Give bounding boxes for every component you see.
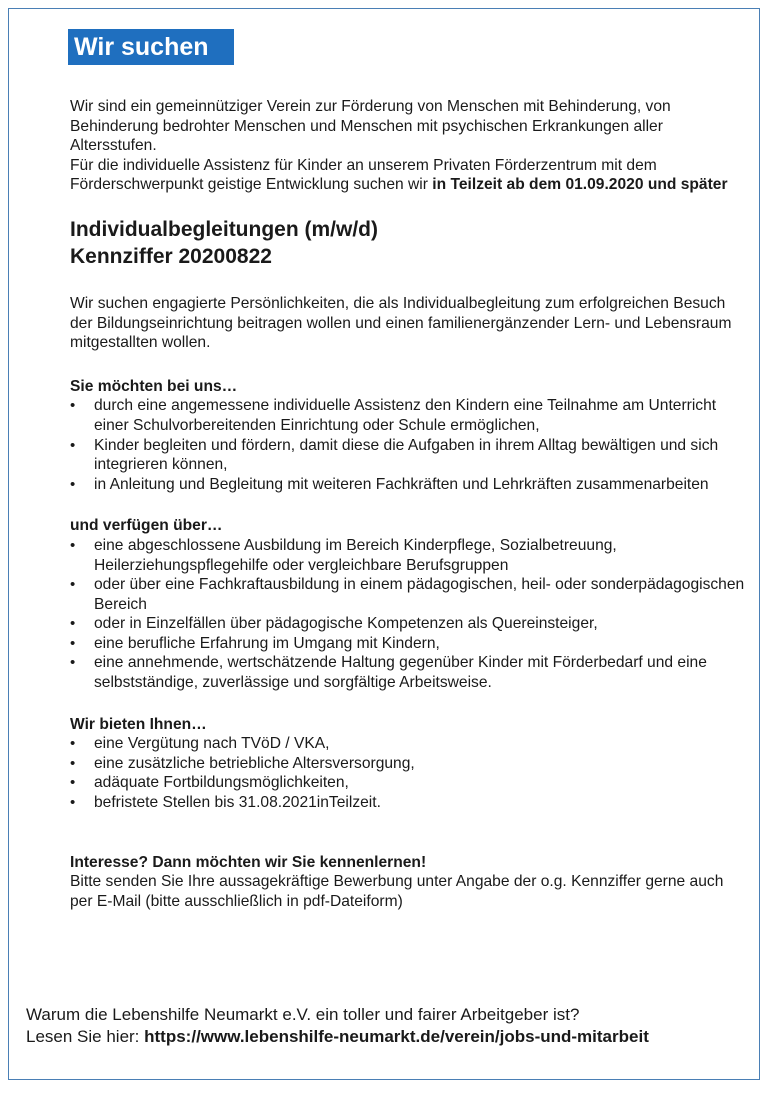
job-posting-body [70, 97, 750, 911]
list-item: • eine berufliche Erfahrung im Umgang mit Kindern, [70, 634, 750, 654]
offer-list [70, 734, 750, 812]
tasks-heading: Sie möchten bei uns… [70, 377, 238, 395]
intro-search-prefix: Für die individuelle Assistenz für Kinder an unserem Privaten Förderzentrum mit dem Förderschwerpunkt geistige Entwicklung suchen wir [70, 156, 657, 194]
tasks-list [70, 396, 750, 494]
list-item: • in Anleitung und Begleitung mit weiteren Fachkräften und Lehrkräften zusammenarbeiten [70, 475, 750, 495]
intro-search-bold: in Teilzeit ab dem 01.09.2020 und später [432, 176, 728, 194]
footer-link-line [26, 1026, 746, 1048]
footer-read-prefix: Lesen Sie hier: [26, 1027, 145, 1046]
job-title: Individualbegleitungen (m/w/d) [70, 217, 378, 241]
list-item: • eine zusätzliche betriebliche Altersversorgung, [70, 754, 750, 774]
contact-text: Bitte senden Sie Ihre aussagekräftige Bewerbung unter Angabe der o.g. Kennziffer gerne auch per E-Mail (bitte ausschließlich in pdf-Dateiform) [70, 873, 724, 910]
list-item: • eine Vergütung nach TVöD / VKA, [70, 734, 750, 754]
list-item: • eine abgeschlossene Ausbildung im Bereich Kinderpflege, Sozialbetreuung, Heilerziehungspflegehilfe oder vergleichbare Berufsgruppen [70, 536, 750, 575]
job-description: Wir suchen engagierte Persönlichkeiten, die als Individualbegleitung zum erfolgreichen Besuch der Bildungseinrichtung beitragen wollen und einen familienergänzender Lern- und Lebensraum mitgestallten wollen. [70, 294, 732, 352]
contact-heading: Interesse? Dann möchten wir Sie kennenlernen! [70, 853, 427, 871]
careers-link[interactable]: https://www.lebenshilfe-neumarkt.de/verein/jobs-und-mitarbeit [144, 1027, 649, 1046]
intro-search-text [70, 156, 750, 195]
footer [26, 1004, 746, 1048]
list-item: • adäquate Fortbildungsmöglichkeiten, [70, 773, 750, 793]
requirements-heading: und verfügen über… [70, 517, 223, 535]
list-item: • durch eine angemessene individuelle Assistenz den Kindern eine Teilnahme am Unterricht einer Schulvorbereitenden Einrichtung oder Schule ermöglichen, [70, 396, 750, 435]
section-badge: Wir suchen [68, 29, 234, 65]
list-item: • oder in Einzelfällen über pädagogische Kompetenzen als Quereinsteiger, [70, 614, 750, 634]
requirements-list [70, 536, 750, 693]
list-item: • Kinder begleiten und fördern, damit diese die Aufgaben in ihrem Alltag bewältigen und sich integrieren können, [70, 436, 750, 475]
job-reference: Kennziffer 20200822 [70, 244, 272, 268]
job-title-block [70, 216, 750, 270]
list-item: • oder über eine Fachkraftausbildung in einem pädagogischen, heil- oder sonderpädagogischen Bereich [70, 575, 750, 614]
list-item: • eine annehmende, wertschätzende Haltung gegenüber Kinder mit Förderbedarf und eine selbstständige, zuverlässige und sorgfältige Arbeitsweise. [70, 653, 750, 692]
list-item: • befristete Stellen bis 31.08.2021inTeilzeit. [70, 793, 750, 813]
intro-text: Wir sind ein gemeinnütziger Verein zur Förderung von Menschen mit Behinderung, von Behinderung bedrohter Menschen und Menschen mit psychischen Erkrankungen aller Altersstufen. [70, 98, 671, 155]
offer-heading: Wir bieten Ihnen… [70, 715, 207, 733]
footer-question: Warum die Lebenshilfe Neumarkt e.V. ein toller und fairer Arbeitgeber ist? [26, 1005, 580, 1024]
